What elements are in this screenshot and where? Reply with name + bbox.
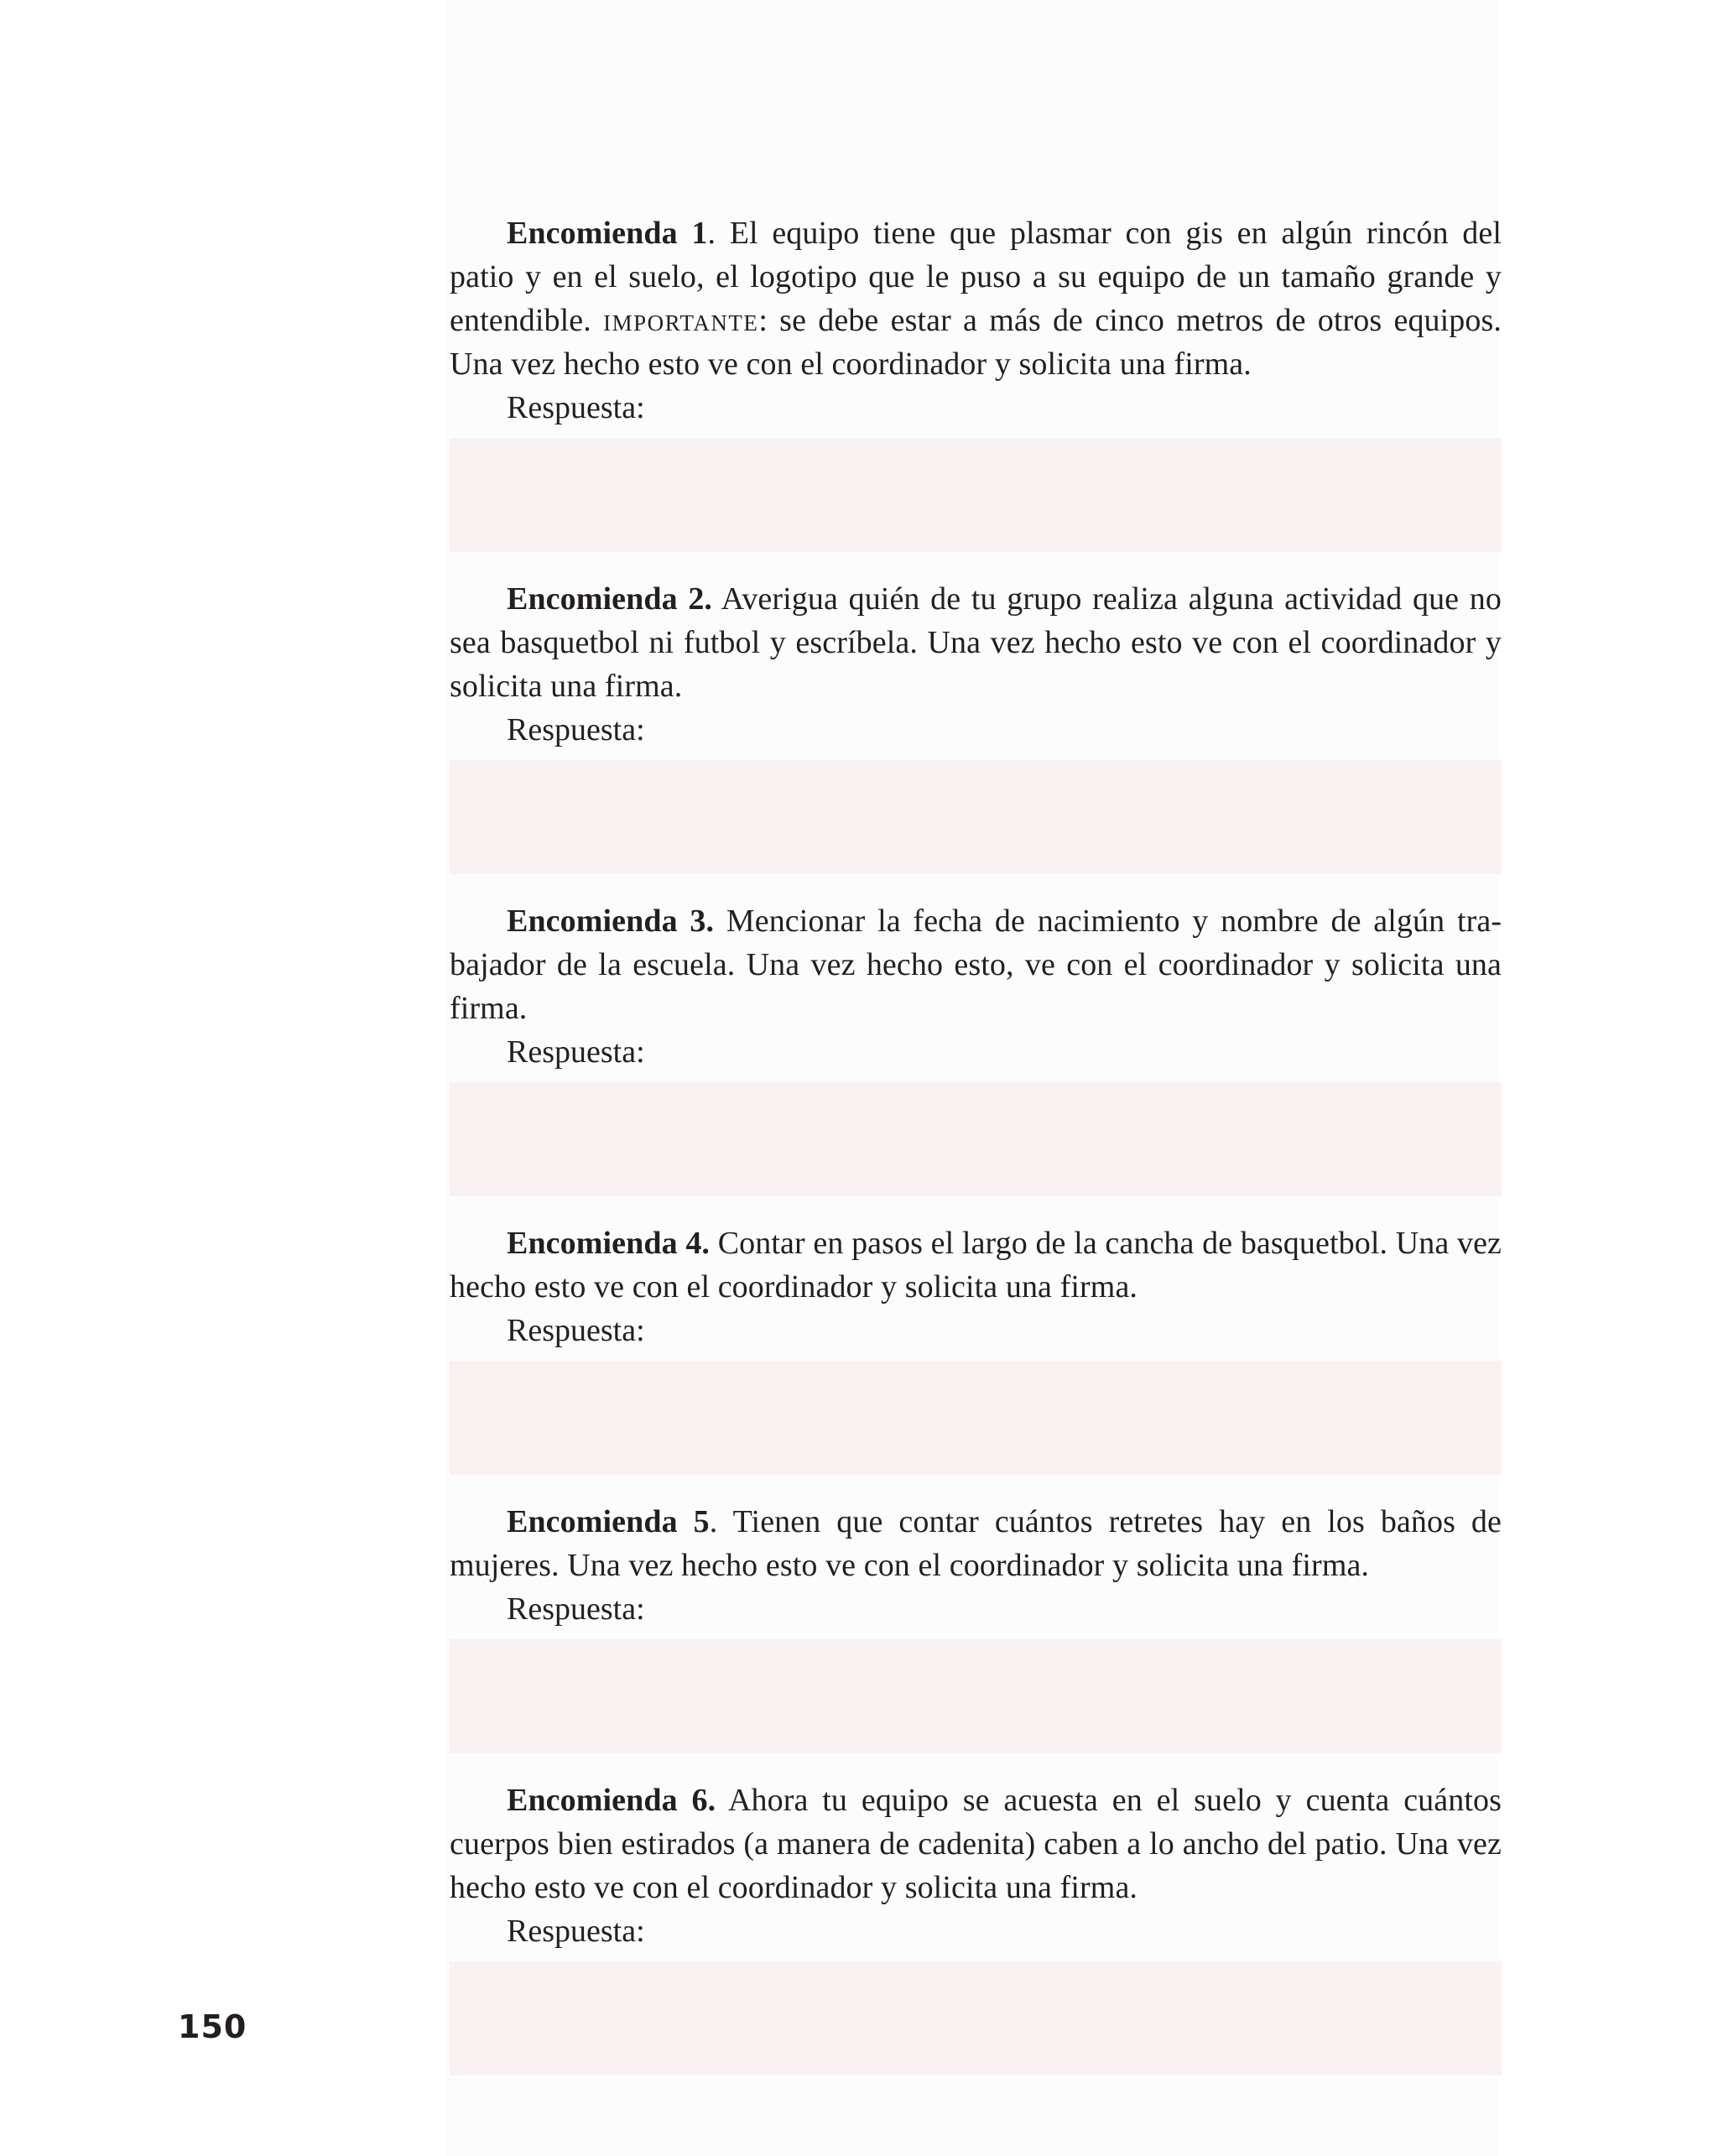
task-1-answer-box[interactable] [450, 438, 1502, 552]
task-4-answer-box[interactable] [450, 1361, 1502, 1475]
task-5-answer-label: Respuesta: [507, 1591, 645, 1627]
task-1 [450, 211, 1502, 552]
task-list [450, 211, 1502, 2101]
task-1-title: Encomienda 1 [507, 216, 708, 251]
task-1-body-start: . El equipo tiene que plasmar con gis en algún rincón del patio y en el suelo, el logotipo que le puso a su equipo de un tamaño grande y entendible. [450, 216, 1502, 338]
task-6-body: Ahora tu equipo se acuesta en el suelo y cuenta cuántos cuerpos bien estirados (a manera de cadenita) caben a lo ancho del patio. Una vez hecho esto ve con el coordinador y solicita una firma. [450, 1783, 1502, 1905]
task-5-answer-box[interactable] [450, 1639, 1502, 1753]
task-5-body: . Tienen que contar cuántos retretes hay en los baños de mujeres. Una vez hecho esto ve con el coordinador y solicita una firma. [450, 1504, 1502, 1583]
page-number: 150 [178, 2008, 247, 2045]
task-6 [450, 1778, 1502, 2075]
task-3-answer-label: Respuesta: [507, 1034, 645, 1070]
task-1-answer-label: Respuesta: [507, 390, 645, 425]
task-2 [450, 577, 1502, 874]
task-2-text [450, 577, 1502, 708]
task-2-answer-label: Respuesta: [507, 712, 645, 747]
task-2-body: Averigua quién de tu grupo realiza alguna actividad que no sea basquetbol ni futbol y escríbela. Una vez hecho esto ve con el coordinador y solicita una firma. [450, 581, 1502, 704]
task-3-text [450, 899, 1502, 1030]
task-1-body-end: : se debe estar a más de cinco metros de otros equipos. Una vez hecho esto ve con el coordinador y solicita una firma. [450, 303, 1502, 382]
task-3-answer-box[interactable] [450, 1082, 1502, 1196]
task-5-title: Encomienda 5 [507, 1504, 710, 1539]
task-3 [450, 899, 1502, 1196]
task-5 [450, 1500, 1502, 1753]
task-1-important-label: importante [603, 303, 759, 338]
task-6-title: Encomienda 6. [507, 1783, 716, 1818]
task-4 [450, 1221, 1502, 1475]
task-1-text [450, 211, 1502, 386]
task-4-title: Encomienda 4. [507, 1226, 711, 1261]
task-2-answer-box[interactable] [450, 760, 1502, 874]
task-4-answer-label: Respuesta: [507, 1313, 645, 1348]
task-3-title: Encomienda 3. [507, 904, 715, 939]
task-4-text [450, 1221, 1502, 1309]
task-2-title: Encomienda 2. [507, 581, 713, 617]
task-6-answer-box[interactable] [450, 1961, 1502, 2075]
task-6-answer-label: Respuesta: [507, 1914, 645, 1949]
task-4-body: Contar en pasos el largo de la cancha de basquetbol. Una vez hecho esto ve con el coordinador y solicita una firma. [450, 1226, 1502, 1305]
task-3-body: Mencionar la fecha de nacimiento y nombre de algún trabajador de la escuela. Una vez hecho esto, ve con el coordinador y solicita una firma. [450, 904, 1502, 1026]
task-5-text [450, 1500, 1502, 1587]
task-6-text [450, 1778, 1502, 1909]
